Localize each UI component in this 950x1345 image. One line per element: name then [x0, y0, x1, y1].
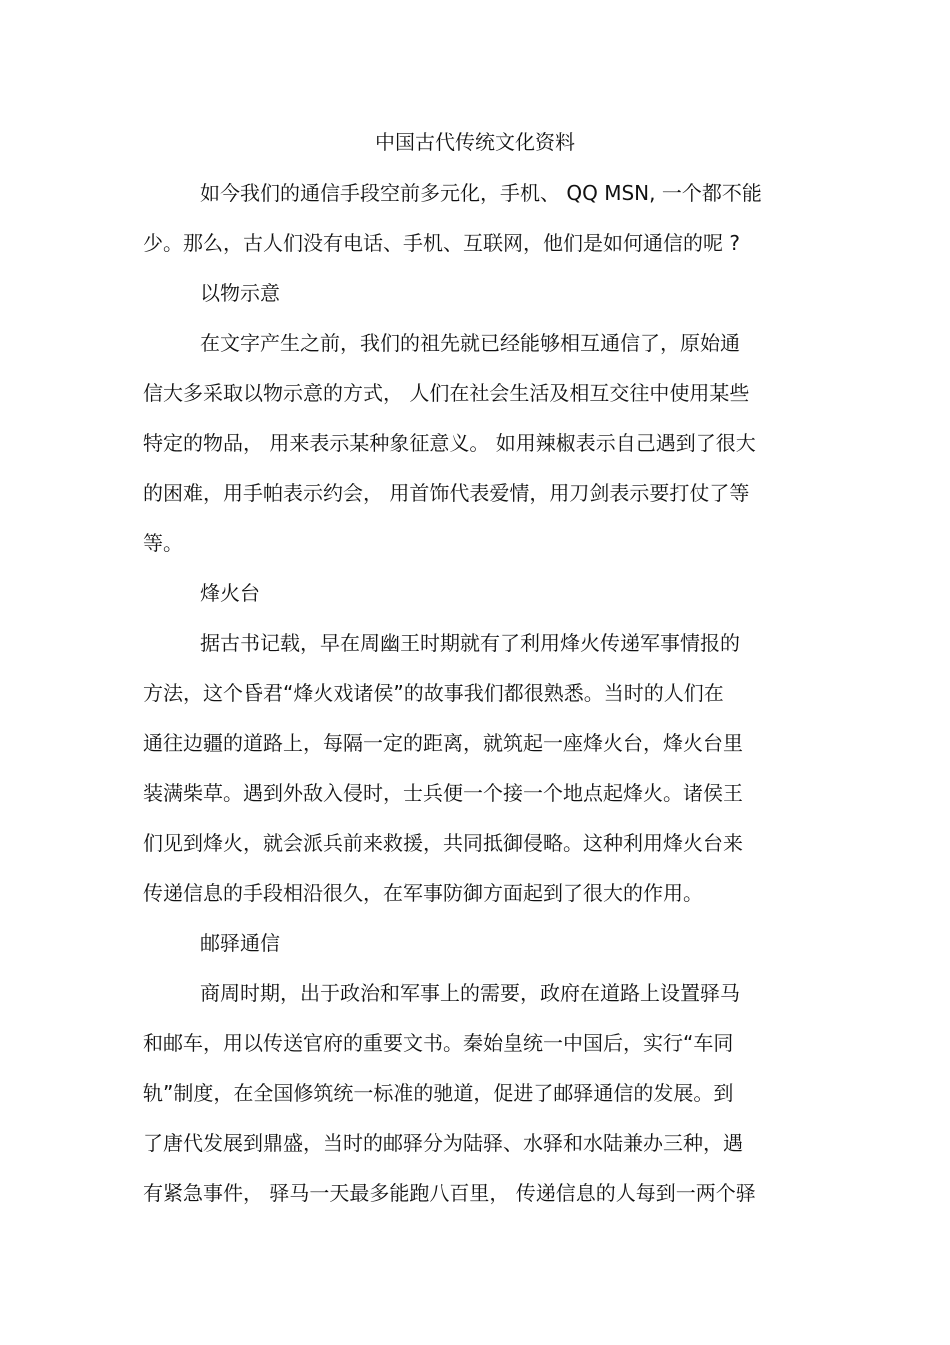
section-heading-fenghuotai: 烽火台 [200, 581, 260, 605]
intro-line-1: 如今我们的通信手段空前多元化，手机、 QQ MSN, 一个都不能 [200, 181, 762, 205]
document-title: 中国古代传统文化资料 [375, 130, 575, 154]
section-3-line-1: 商周时期，出于政治和军事上的需要，政府在道路上设置驿马 [200, 981, 740, 1005]
section-2-line-4: 装满柴草。遇到外敌入侵时，士兵便一个接一个地点起烽火。诸侯王 [143, 781, 743, 805]
section-3-line-4: 了唐代发展到鼎盛，当时的邮驿分为陆驿、水驿和水陆兼办三种，遇 [143, 1131, 743, 1155]
section-1-line-3: 特定的物品， 用来表示某种象征意义。 如用辣椒表示自己遇到了很大 [143, 431, 756, 455]
section-2-line-2: 方法，这个昏君“烽火戏诸侯”的故事我们都很熟悉。当时的人们在 [143, 681, 724, 705]
section-2-line-6: 传递信息的手段相沿很久，在军事防御方面起到了很大的作用。 [143, 881, 703, 905]
intro-line-2: 少。那么，古人们没有电话、手机、互联网，他们是如何通信的呢 ? [143, 231, 740, 255]
section-3-line-3: 轨”制度，在全国修筑统一标准的驰道，促进了邮驿通信的发展。到 [143, 1081, 734, 1105]
section-3-line-2: 和邮车，用以传送官府的重要文书。秦始皇统一中国后，实行“车同 [143, 1031, 734, 1055]
section-2-line-3: 通往边疆的道路上，每隔一定的距离，就筑起一座烽火台，烽火台里 [143, 731, 743, 755]
section-1-line-5: 等。 [143, 531, 183, 555]
section-1-line-1: 在文字产生之前，我们的祖先就已经能够相互通信了，原始通 [200, 331, 740, 355]
section-3-line-5: 有紧急事件， 驿马一天最多能跑八百里， 传递信息的人每到一两个驿 [143, 1181, 756, 1205]
section-2-line-1: 据古书记载，早在周幽王时期就有了利用烽火传递军事情报的 [200, 631, 740, 655]
section-heading-wushiyi: 以物示意 [200, 281, 280, 305]
section-1-line-4: 的困难，用手帕表示约会， 用首饰代表爱情，用刀剑表示要打仗了等 [143, 481, 750, 505]
section-heading-youyi: 邮驿通信 [200, 931, 280, 955]
section-1-line-2: 信大多采取以物示意的方式， 人们在社会生活及相互交往中使用某些 [143, 381, 750, 405]
section-2-line-5: 们见到烽火，就会派兵前来救援，共同抵御侵略。这种利用烽火台来 [143, 831, 743, 855]
